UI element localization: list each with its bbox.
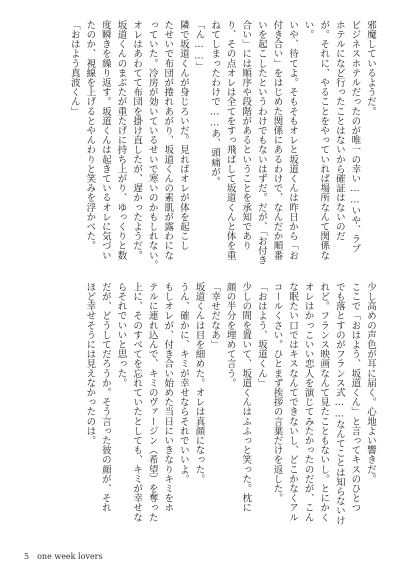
lower-text-line: でも落とすのがフランス式……なんてことは知らないけ bbox=[333, 282, 345, 525]
upper-text-line: が。それに、やることをやっていれば場所なんて関係な bbox=[318, 20, 330, 260]
upper-text-line: ホテルになど行ったことはないから確証はないのだ bbox=[333, 20, 345, 241]
upper-text-line: っていた。冷房が効いているせいで寒いのかもしれない。 bbox=[146, 20, 158, 270]
upper-text-line: いや、待てよ。そもそもオレと坂道くんは昨日から「お bbox=[287, 20, 299, 260]
lower-text-line: 坂道くんは目を細めた。オレは真顔になった。 bbox=[193, 282, 205, 484]
upper-text-line: いを起こしたというわけでもないはずだ。だが、「お付き bbox=[255, 20, 267, 265]
upper-text-line: 坂道くんのまぶたが重たげに持ち上がり、ゆっくりと数 bbox=[115, 20, 127, 260]
upper-text-line: 付き合い」をはじめた関係にあるわけで、なんだか順番 bbox=[271, 20, 283, 260]
lower-text-line: 少し高めの声色が耳に届く。心地よい響きだ。 bbox=[365, 282, 376, 484]
lower-text-line: ここで「おはよう、坂道くん」と言ってキスのひとつ bbox=[349, 282, 361, 513]
lower-text-line: 上に、そのすべてを忘れていたとしても、キミが幸せな bbox=[131, 282, 143, 522]
page-number: 5 bbox=[24, 552, 30, 561]
lower-text-line: 「幸せだなあ」 bbox=[209, 282, 221, 350]
upper-text-line: り、その点オレは全てをすっ飛ばして坂道くんと体を重 bbox=[224, 20, 236, 260]
upper-text-line: い。 bbox=[302, 20, 314, 40]
upper-text-line: 「ん……」 bbox=[193, 20, 205, 71]
book-title: one week lovers bbox=[37, 552, 103, 561]
lower-text-line: もしオレが、付き合い始めた当日にいきなりキミをホ bbox=[162, 282, 174, 513]
upper-text-block bbox=[22, 20, 378, 280]
lower-text-line: 「おはよう、坂道くん」 bbox=[255, 282, 267, 388]
upper-text-line: 隣で坂道くんが身じろいだ。見ればオレが体を起こし bbox=[177, 20, 189, 251]
lower-text-line: うん、確かに、キミが幸せならそれでいいよ。 bbox=[177, 282, 189, 484]
upper-text-line: 度瞬きを繰り返す。坂道くんは起きているオレに気づい bbox=[99, 20, 111, 260]
upper-text-line: 合い」には順序や段階があるということを承知であり bbox=[240, 20, 252, 251]
lower-text-line: らそれでいいと思った。 bbox=[115, 282, 127, 388]
footer bbox=[24, 552, 103, 561]
upper-text-line: 「おはよう真波くん」 bbox=[68, 20, 80, 116]
lower-text-line: コールくさい。ひとまず挨拶の言葉だけを返した。 bbox=[271, 282, 283, 503]
lower-text-line: テルに連れ込んで、キミのヴァージン（希望）を奪った bbox=[146, 282, 158, 522]
upper-text-line: 邪魔しているようだ。 bbox=[365, 20, 376, 116]
lower-text-line: れど。フランス映画なんて見たこともないし。とにかく bbox=[318, 282, 330, 522]
lower-text-line: な眠たい口ではキスなんてできないし、どこかなくアル bbox=[287, 282, 299, 522]
upper-text-line: たせいで布団が捲れあがり、坂道くんの素肌が露わにな bbox=[162, 20, 174, 260]
lower-text-line: だが、どうしてだろうか。そう言った彼の顔が、それ bbox=[99, 282, 111, 513]
lower-text-line: 顔の半分を埋めて言う。 bbox=[224, 282, 236, 388]
lower-text-line: オレはかっこいい恋人を演じてみたかったのだが、こん bbox=[302, 282, 314, 522]
upper-text-line: ビジネスホテルだったのが唯一の幸い……いや、ラブ bbox=[349, 20, 361, 254]
upper-text-line: ねてしまったわけで……あ、頭痛が。 bbox=[209, 20, 221, 187]
lower-text-block bbox=[22, 282, 378, 542]
upper-text-line: オレはあわてて布団を掛け直したが、遅かったようだ。 bbox=[131, 20, 143, 260]
upper-text-line: たのか、視線を上げるとやんわりと笑みを浮かべた。 bbox=[84, 20, 96, 251]
lower-text-line: ほど幸せそうには見えなかったのは。 bbox=[84, 282, 96, 446]
lower-text-line: 少しの間を置いて、坂道くんはふふっと笑った。枕に bbox=[240, 282, 252, 513]
